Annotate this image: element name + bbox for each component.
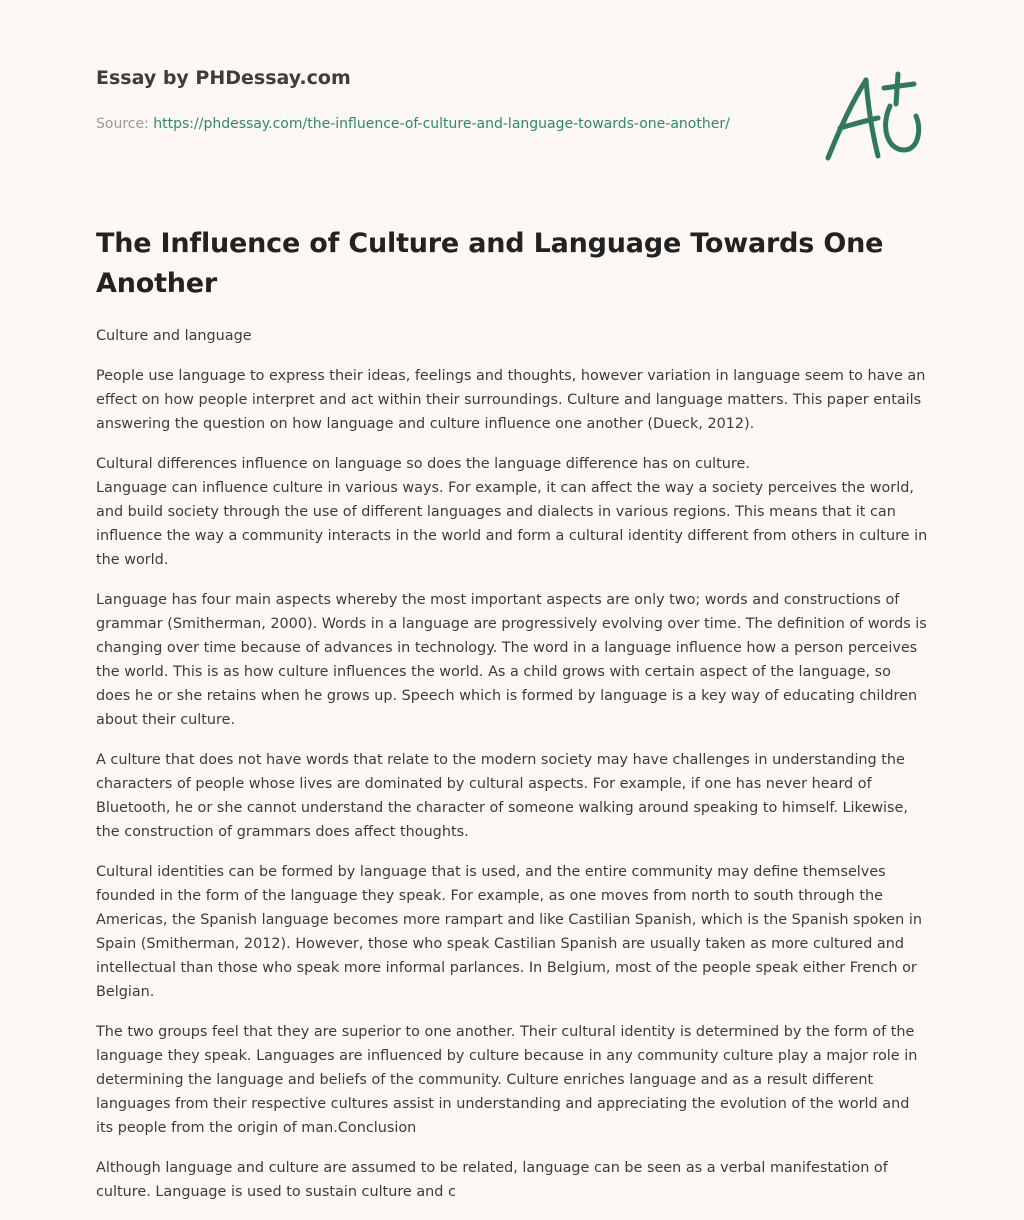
paragraph-line: Cultural differences influence on language so does the language difference has on culture. (96, 456, 750, 472)
a-plus-logo-icon (818, 66, 930, 166)
page-header (96, 64, 736, 136)
paragraph: Language has four main aspects whereby the most important aspects are only two; words and constructions of grammar (Smitherman, 2000). Words in a language are progressively evolving over time. The definition of words is changing over time because of advances in technology. The word in a language influence how a person perceives the world. This is as how culture influences the world. As a child grows with certain aspect of the language, so does he or she retains when he grows up. Speech which is formed by language is a key way of educating children about their culture. (96, 592, 927, 728)
source-link[interactable]: https://phdessay.com/the-influence-of-culture-and-language-towards-one-another/ (153, 116, 730, 132)
paragraph: People use language to express their ideas, feelings and thoughts, however variation in language seem to have an effect on how people interpret and act within their surroundings. Culture and language matters. This paper entails answering the question on how language and culture influence one another (Dueck, 2012). (96, 368, 926, 432)
source-label: Source: (96, 116, 154, 132)
brand-name: Essay by PHDessay.com (96, 67, 351, 89)
paragraph: Cultural identities can be formed by language that is used, and the entire community may define themselves founded in the form of the language they speak. For example, as one moves from north to south through the Americas, the Spanish language becomes more rampart and like Castilian Spanish, which is the Spanish spoken in Spain (Smitherman, 2012). However, those who speak Castilian Spanish are usually taken as more cultured and intellectual than those who speak more informal parlances. In Belgium, most of the people speak either French or Belgian. (96, 864, 922, 1000)
paragraph (96, 452, 928, 572)
paragraph: Although language and culture are assumed to be related, language can be seen as a verbal manifestation of culture. Language is used to sustain culture and c (96, 1160, 888, 1200)
essay-title: The Influence of Culture and Language Towards One Another (96, 228, 884, 299)
paragraph: A culture that does not have words that relate to the modern society may have challenges in understanding the characters of people whose lives are dominated by cultural aspects. For example, if one has never heard of Bluetooth, he or she cannot understand the character of someone walking around speaking to himself. Likewise, the construction of grammars does affect thoughts. (96, 752, 908, 840)
source-line (96, 112, 736, 136)
paragraph: The two groups feel that they are superior to one another. Their cultural identity is determined by the form of the language they speak. Languages are influenced by culture because in any community culture play a major role in determining the language and beliefs of the community. Culture enriches language and as a result different languages from their respective cultures assist in understanding and appreciating the evolution of the world and its people from the origin of man.Conclusion (96, 1024, 918, 1136)
essay-body (96, 324, 928, 1220)
paragraph-line: Language can influence culture in various ways. For example, it can affect the way a society perceives the world, and build society through the use of different languages and dialects in various regions. This means that it can influence the way a community interacts in the world and form a cultural identity different from others in culture in the world. (96, 480, 928, 568)
section-subheading: Culture and language (96, 328, 252, 344)
